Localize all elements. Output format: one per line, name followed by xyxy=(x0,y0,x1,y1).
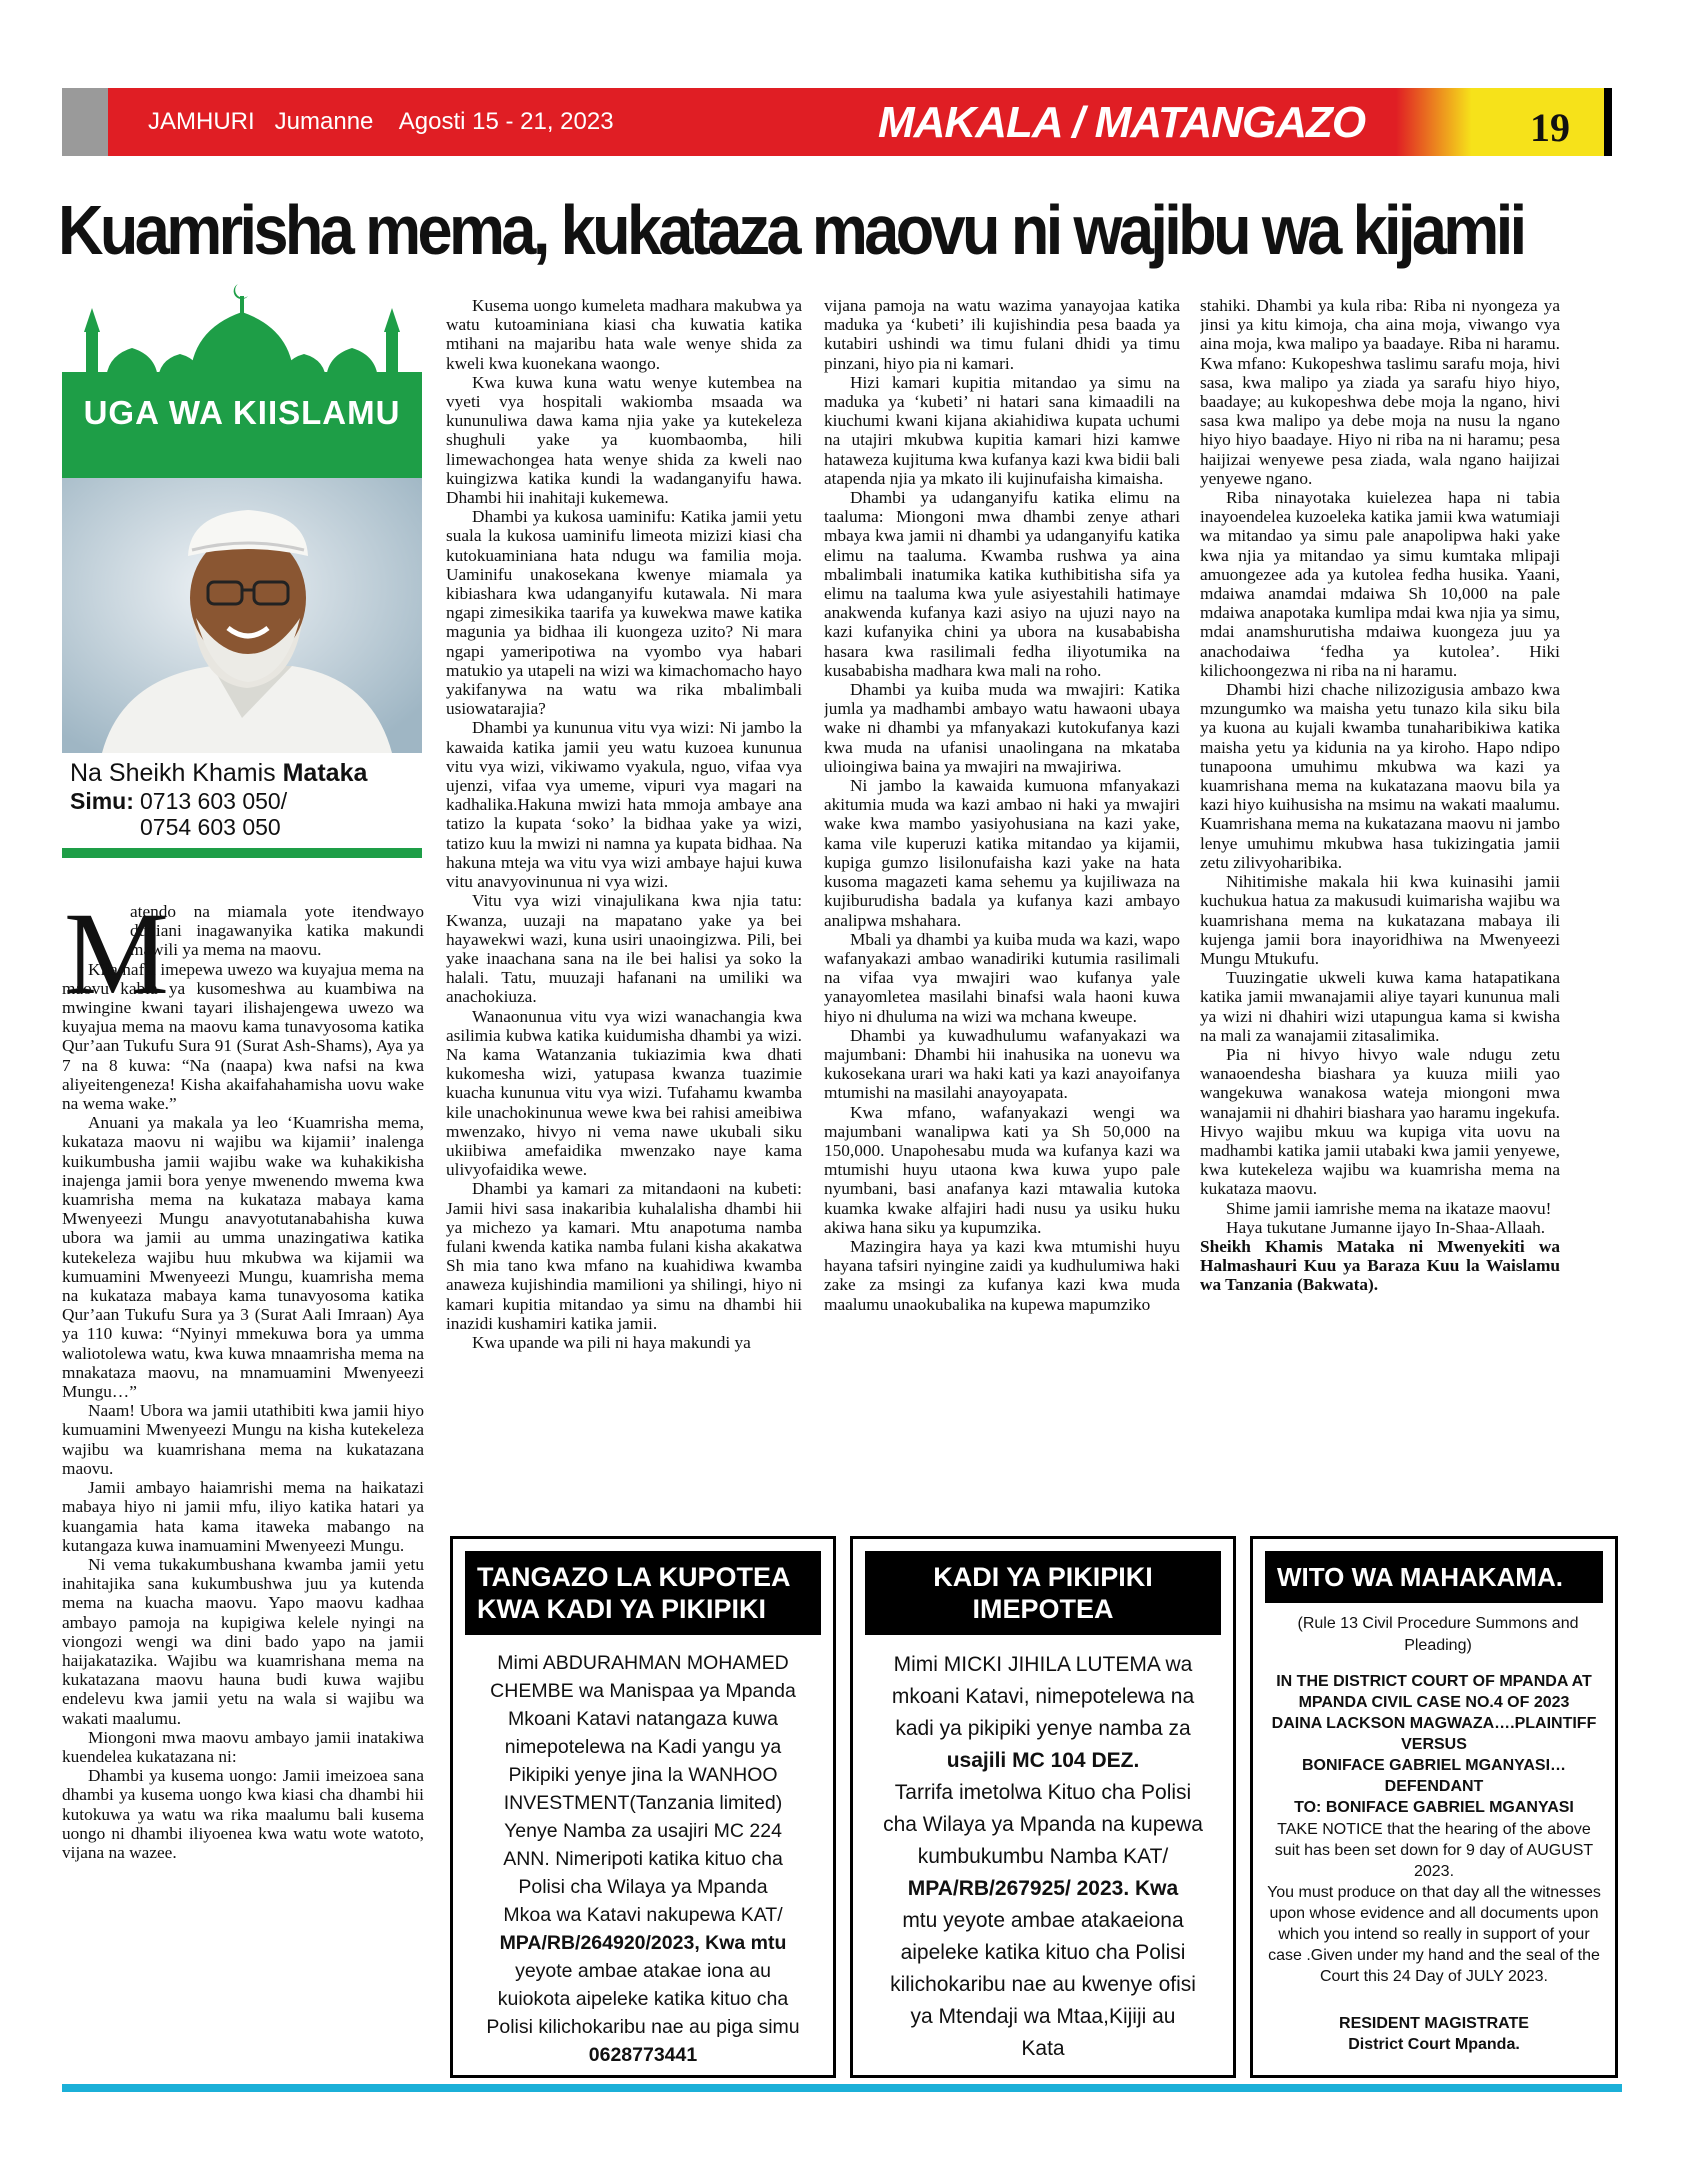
ad-line: Pikipiki yenye jina la WANHOO xyxy=(508,1764,778,1786)
notice-line: 2023. xyxy=(1413,1863,1455,1880)
paragraph: Naam! Ubora wa jamii utathibiti kwa jamii hiyo kumuamini Mwenyeezi Mungu na kisha kutekeleza wajibu wa kuamrishana mema na kukatazana maovu. xyxy=(62,1401,424,1478)
ad-3-court-heading xyxy=(1261,1671,1607,1818)
paragraph: Tuuzingatie ukweli kuwa kama hatapatikana katika jamii mwanajamii aliye tayari kununua mali ya wizi ni dhahiri wizi utapungua kama si kwisha na mali za wanajamii zitasalimika. xyxy=(1200,968,1560,1045)
paragraph: vijana pamoja na watu wazima yanayojaa katika maduka ya ‘kubeti’ ili kujishindia pesa baada ya kutabiri ushindi wa timu fulani dhidi ya timu pinzani, hiyo pia ni kamari. xyxy=(824,296,1180,373)
court-line: VERSUS xyxy=(1401,1736,1467,1753)
paragraph: Dhambi ya kununua vitu vya wizi: Ni jambo la kawaida katika jamii yeu watu kuzoea kununua vitu vya wizi, vikiwamo vyakula, nguo, vifaa vya ujenzi, vifaa vya umeme, vipuri vya magari na kadhalika.Hakuna mwizi hata mmoja ambaye ana tatizo la kupata ‘soko’ la bidhaa yake ya wizi, tatizo kuu la mwizi ni namna ya kupata bidhaa. Na hakuna mteja wa vitu vya wizi ambaye hajui kuwa vitu anavyovinunua ni vya wizi. xyxy=(446,718,802,892)
court-line: DEFENDANT xyxy=(1384,1778,1484,1795)
paragraph: Dhambi ya kuwadhulumu wafanyakazi wa majumbani: Dhambi hii inahusika na uonevu wa kukosekana urari wa haki kati ya kazi anayoifanya mtumishi na masilahi anayoyapata. xyxy=(824,1025,1180,1103)
court-line: TO: BONIFACE GABRIEL MGANYASI xyxy=(1294,1799,1574,1816)
ad-line: Polisi cha Wilaya ya Mpanda xyxy=(518,1876,768,1898)
drop-cap: M xyxy=(64,888,169,1019)
paragraph: Haya tukutane Jumanne ijayo In-Shaa-Allaah. xyxy=(1226,1217,1546,1237)
author-byline xyxy=(70,760,367,787)
ad-line: yeyote ambae atakae iona au xyxy=(515,1960,771,1982)
ad-line: ANN. Nimeripoti katika kituo cha xyxy=(503,1848,783,1870)
paragraph: Ni vema tukakumbushana kwamba jamii yetu inahitajika sana kukumbushwa juu ya kutenda mema na kuacha maovu. Yapo maovu kadhaa ambayo pamoja na kupigiwa kelele nyingi na viongozi wengi wa dini bado yapo na jamii haijakatazika. Wajibu wa kuamrishana mema na kukatazana maovu hauna budi kuwa wajibu endelevu kwa jamii yetu na wala si wajibu wa wakati maalumu. xyxy=(62,1554,424,1728)
paragraph: Kusema uongo kumeleta madhara makubwa ya watu kutoaminiana kiasi cha kuwatia katika mtihani na majaribu hata wale wenye shida za kweli kwa kuonekana waongo. xyxy=(446,296,802,373)
paragraph: Mazingira haya ya kazi kwa mtumishi huyu hayana tafsiri nyingine zaidi ya kudhulumiwa haki zake za msingi za kufanya kazi kwa muda maalumu unaokubalika na kupewa mapumziko xyxy=(824,1236,1180,1314)
ad-1-body xyxy=(461,1649,825,2069)
paragraph: Dhambi ya udanganyifu katika elimu na taaluma: Miongoni mwa dhambi zenye athari mbaya kwa jamii ni dhambi ya udanganyifu katika elimu na taaluma. Kwamba rushwa ya aina mbalimbali inatumika katika kuthibitisha sifa ya elimu na taaluma kwa yule asiyestahili hatimaye anakwenda kufanya kazi asiyo na ujuzi nayo na kazi kufanyika chini ya ubora na kusababisha hasara kwa rasilimali fedha iliyotumika na kusababisha madhara kwa mali na roho. xyxy=(824,488,1180,680)
author-phone-2: 0754 603 050 xyxy=(140,814,281,840)
author-photo xyxy=(62,478,422,753)
ad-line: MPA/RB/267925/ 2023. Kwa xyxy=(907,1877,1179,1900)
ad-line: cha Wilaya ya Mpanda na kupewa xyxy=(883,1813,1203,1836)
paragraph: Wanaonunua vitu vya wizi wanachangia kwa asilimia kubwa katika kuidumisha dhambi ya wizi. Na kama Watanzania tukiazimia kwa dhati kukomesha wizi, yatupasa kwanza tuazimie kuacha kununua vitu vya wizi. Tufahamu kwamba kile unachokinunua wewe kwa bei rahisi ameibiwa mwenzako, hivyo ni vema nawe ukubali siku ukiibiwa amefaidika mwenzako naye kama ulivyofaidika wewe. xyxy=(446,1006,802,1180)
paragraph: atendo na miamala yote itendwayo duniani inagawanyika katika makundi mawili ya mema na maovu. xyxy=(130,902,424,960)
court-line: BONIFACE GABRIEL MGANYASI… xyxy=(1301,1757,1567,1774)
article-headline: Kuamrisha mema, kukataza maovu ni wajibu wa kijamii xyxy=(58,191,1524,269)
ad-line: CHEMBE wa Manispaa ya Mpanda xyxy=(490,1680,796,1702)
article-column-4 xyxy=(1200,296,1560,1508)
green-divider xyxy=(62,848,422,858)
paragraph: Nihitimishe makala hii kwa kuinasihi jamii kuchukua hatua za makusudi kuimarisha wajibu wa kuamrishana mema na kukatazana mabaya ili kujenga jamii bora inayoridhiwa na Mwenyeezi Mungu Mtukufu. xyxy=(1200,872,1560,968)
paragraph: Dhambi hizi chache nilizozigusia ambazo kwa mzungumko wa maisha yetu tunazo kila siku bila ya kuona au kujali kwamba tunaharibikiwa katika maisha yetu ya kidunia na ya kiroho. Hapo ndipo tunapoona umuhimu mkubwa wa kazi ya kuamrishana mema na kukatazana maovu bila ya kazi hiyo kuihusisha na msimu na wakati maalumu. Kuamrishana mema na kukatazana maovu ni jambo lenye umuhimu mkubwa hasa tukizingatia jamii zetu zilivyoharibika. xyxy=(1200,680,1560,872)
ad-line: Mimi ABDURAHMAN MOHAMED xyxy=(497,1652,789,1674)
ad-line: Yenye Namba za usajiri MC 224 xyxy=(504,1820,782,1842)
ad-line: kadi ya pikipiki yenye namba za xyxy=(895,1717,1191,1740)
paragraph: Pia ni hivyo hivyo wale ndugu zetu wanaoendesha biashara ya kuuza miili yao wangekuwa wanakosa wateja miongoni mwa wanajamii ni dhahiri biashara yao haramu ingekufa. Hivyo wajibu mkuu wa kupiga vita uovu na madhambi katika jamii utabaki kwa jamii yenyewe, kwa kutekeleza wajibu wa kuamrisha mema na kukataza maovu. xyxy=(1200,1044,1560,1199)
ad-court-summons xyxy=(1250,1536,1618,2078)
paragraph: Jamii ambayo haiamrishi mema na haikatazi mabaya hiyo ni jamii mfu, iliyo katika hatari ya kuangamia hata kama itaweka mabango na kutangaza kuwa inamuamini Mwenyeezi Mungu. xyxy=(62,1478,424,1555)
paragraph: Vitu vya wizi vinajulikana kwa njia tatu: Kwanza, uuzaji na mapatano yake ya bei hayawekwi wazi, kuna usiri unaoingizwa. Pili, bei yake inaachana sana na ile bei halisi ya soko la halali. Tatu, muuzaji hafanani na umiliki wa anachokiuza. xyxy=(446,891,802,1007)
notice-line: case .Given under my hand and the seal of the xyxy=(1268,1947,1600,1964)
ad-line: ya Mtendaji wa Mtaa,Kijiji au xyxy=(910,2005,1176,2028)
header-black-edge xyxy=(1604,88,1612,156)
page-number: 19 xyxy=(1530,105,1570,150)
paragraph: Dhambi ya kusema uongo: Jamii imeizoea sana dhambi ya kusema uongo kwa kiasi cha dhambi hii kutokuwa ya watu wa rika maalumu bali kusema uongo ni dhambi iliyoenea kwa watu wote watoto, vijana na wazee. xyxy=(62,1766,424,1862)
ad-lost-card-2 xyxy=(850,1536,1236,2078)
ad-line: kumbukumbu Namba KAT/ xyxy=(917,1845,1169,1868)
notice-line: suit has been set down for 9 day of AUGUST xyxy=(1274,1842,1594,1859)
ad-line: Mkoa wa Katavi nakupewa KAT/ xyxy=(503,1904,783,1926)
paragraph: Mbali ya dhambi ya kuiba muda wa kazi, wapo wafanyakazi ambao wanadiriki kutumia rasilimali na vifaa vya mwajiri wao kufanya yale yanayomletea masilahi binafsi wala haoni kuwa hiyo ni dhuluma na wizi wa mchana kweupe. xyxy=(824,929,1180,1026)
ad-line: MPA/RB/264920/2023, Kwa mtu xyxy=(499,1932,787,1954)
ad-line: Tarrifa imetolwa Kituo cha Polisi xyxy=(894,1781,1192,1804)
ad-3-subtitle: (Rule 13 Civil Procedure Summons and Pleading) xyxy=(1297,1615,1579,1654)
paragraph: Dhambi ya kamari za mitandaoni na kubeti: Jamii hivi sasa inakaribia kuhalalisha dhambi hii ya michezo ya kamari. Mtu anapotuma namba fulani kwenda katika namba fulani kisha akakatwa Sh mia tano kwa mfano na kuahidiwa kwamba anaweza kujishindia mamilioni ya shilingi, hiyo ni kamari kupitia mitandao ya simu na dhambi hii inazidi kushamiri katika jamii. xyxy=(446,1179,802,1333)
court-line: MPANDA CIVIL CASE NO.4 OF 2023 xyxy=(1298,1694,1570,1711)
ad-line: nimepotelewa na Kadi yangu ya xyxy=(504,1736,782,1758)
author-surname: Mataka xyxy=(282,759,368,787)
notice-line: TAKE NOTICE that the hearing of the above xyxy=(1277,1821,1591,1838)
sign-line: RESIDENT MAGISTRATE xyxy=(1339,2015,1529,2032)
header-publication-date: JAMHURI Jumanne Agosti 15 - 21, 2023 xyxy=(148,108,614,135)
author-phone-1: 0713 603 050/ xyxy=(140,788,288,814)
article-column-1 xyxy=(62,888,424,2082)
notice-line: You must produce on that day all the witnesses xyxy=(1267,1884,1601,1901)
paragraph: Dhambi ya kukosa uaminifu: Katika jamii yetu suala la kukosa uaminifu limeota mizizi kiasi cha kutokuaminiana hata ndugu wa familia moja. Uaminifu unakosekana kwenye miamala ya kibiashara kwa udanganyifu kutawala. Ni mara ngapi zimesikika taarifa ya kuwekwa mawe katika magunia ya bidhaa ili kuongeza uzito? Ni mara ngapi yameripotiwa na vyombo vya habari matukio ya utapeli na wizi wa kimachomacho hayo yakifanywa na watu wa rika mbalimbali usiowatarajia? xyxy=(446,507,802,719)
header-grey-block xyxy=(62,88,110,156)
paragraph: Kwa mfano, wafanyakazi wengi wa majumbani wanalipwa kati ya Sh 50,000 na 150,000. Unapohesabu muda wa kufanya kazi wa mtumishi huyu utaona kwa kuwa yupo pale nyumbani, basi anafanya kazi mtawalia kutoka kuamka kwake alfajiri hadi nusu ya usiku huku akiwa hana siku ya kupumzika. xyxy=(824,1102,1180,1237)
paragraph: Shime jamii iamrishe mema na ikataze maovu! xyxy=(1226,1198,1552,1218)
ad-line: usajili MC 104 DEZ. xyxy=(946,1749,1140,1772)
ad-2-body xyxy=(861,1649,1225,2065)
ad-3-signature xyxy=(1261,2013,1607,2055)
court-line: IN THE DISTRICT COURT OF MPANDA AT xyxy=(1276,1673,1592,1690)
header-section-title: MAKALA / MATANGAZO xyxy=(878,98,1366,147)
ad-2-title: KADI YA PIKIPIKI IMEPOTEA xyxy=(865,1551,1221,1635)
ad-3-notice xyxy=(1261,1819,1607,1987)
ad-line: Polisi kilichokaribu nae au piga simu xyxy=(486,2016,800,2038)
notice-line: which you intend so really in support of your xyxy=(1278,1926,1590,1943)
ad-line: mtu yeyote ambae atakaeiona xyxy=(902,1909,1184,1932)
ad-3-title: WITO WA MAHAKAMA. xyxy=(1265,1551,1603,1603)
article-column-3 xyxy=(824,296,1180,1508)
paragraph: Dhambi ya kuiba muda wa mwajiri: Katika jumla ya madhambi ambayo watu hawaoni ubaya wake ni dhambi ya mfanyakazi kutokufanya kazi kwa muda na ufanisi unaolingana na mkataba ulioingiwa baina ya mwajiri na mwajiriwa. xyxy=(824,680,1180,776)
ad-line: kilichokaribu nae au kwenye ofisi xyxy=(890,1973,1196,1996)
notice-line: Court this 24 Day of JULY 2023. xyxy=(1320,1968,1548,1985)
paragraph: Ni jambo la kawaida kumuona mfanyakazi akitumia muda wa kazi ambao ni haki ya mwajiri wake kwa mambo yasiyohusiana na kazi yake, kama vile kuperuzi katika mitandao ya kijamii, kupiga gumzo lisilonufaisha kazi yake na hata kusoma magazeti kama sehemu ya kujiliwaza na kujiburudisha badala ya kufanya kazi ambayo analipwa mshahara. xyxy=(824,776,1180,930)
paragraph: Kwa upande wa pili ni haya makundi ya xyxy=(472,1332,751,1352)
bottom-divider xyxy=(62,2084,1622,2092)
column-badge-label: UGA WA KIISLAMU xyxy=(83,394,401,431)
paragraph: Miongoni mwa maovu ambayo jamii inatakiwa kuendelea kukatazana ni: xyxy=(62,1727,424,1766)
header-yellow-band xyxy=(1396,88,1612,156)
ad-line: INVESTMENT(Tanzania limited) xyxy=(503,1792,783,1814)
author-prefix: Na Sheikh Khamis xyxy=(70,759,283,787)
paragraph: Kila nafsi imepewa uwezo wa kuyajua mema na maovu kabla ya kusomeshwa au kuambiwa na mwingine kwani tayari ilishajengewa uwezo wa kuyajua mema na maovu kama tunavyosoma katika Qur’aan Tukufu Sura 91 (Surat Ash-Shams), Aya ya 7 na 8 kuwa: “Na (naapa) kwa nafsi na kwa aliyeitengeneza! Kisha akaifahahamisha uovu wake na wema wake.” xyxy=(62,959,424,1114)
ad-line: Kata xyxy=(1021,2037,1065,2060)
ad-1-title: TANGAZO LA KUPOTEA KWA KADI YA PIKIPIKI xyxy=(465,1551,821,1635)
notice-line: upon whose evidence and all documents upon xyxy=(1269,1905,1599,1922)
ad-line: aipeleke katika kituo cha Polisi xyxy=(900,1941,1186,1964)
ad-phone: 0628773441 xyxy=(588,2044,698,2066)
paragraph: stahiki. Dhambi ya kula riba: Riba ni nyongeza ya jinsi ya kitu kimoja, cha aina moja, viwango vya aina moja, kwa malipo ya baadaye. Riba ni haramu. Kwa mfano: Kukopeshwa taslimu sarafu moja, hivi sasa, kwa malipo ya ziada ya sarafu hiyo hiyo, baadaye; au kukopeshwa debe moja la ngano, hivi sasa kwa malipo ya debe moja na nusu la ngano hiyo hiyo baadaye. Hiyo ni riba na ni haramu; pesa haijizai wenyewe pesa ziada, wala ngano haijizai yenyewe ngano. xyxy=(1200,296,1560,488)
paragraph: Kwa kuwa kuna watu wenye kutembea na vyeti vya hospitali wakiomba msaada wa kununuliwa dawa kama njia yake ya kutekeleza shughuli yake ya kuombaomba, hili limewachongea hata wenye shida za kweli nao kuingizwa katika kundi la wadanganyifu hawa. Dhambi hii inahitaji kukemewa. xyxy=(446,372,802,508)
court-line: DAINA LACKSON MAGWAZA….PLAINTIFF xyxy=(1271,1715,1597,1732)
phone-label: Simu: xyxy=(70,788,134,814)
ad-line: kuiokota aipeleke katika kituo cha xyxy=(497,1988,789,2010)
sign-line: District Court Mpanda. xyxy=(1348,2036,1520,2053)
paragraph: Riba ninayotaka kuielezea hapa ni tabia inayoendelea kuzoeleka katika jamii kwa watumiaji wa mitandao ya simu pale anapolipwa haki yake kwa njia ya mitandao ya simu kumtaka mlipaji amuongezee ada ya kutolea fedha husika. Yaani, mdaiwa anamdai mdaiwa Sh 10,000 na pale mdaiwa anapotaka kumlipa mdai kwa njia ya simu, mdai anamshurutisha mdaiwa kuongeza juu ya anachodaiwa ‘fedha ya kutolea’. Hiki kilichoongezwa ni riba na ni haramu. xyxy=(1200,488,1560,680)
article-column-2 xyxy=(446,296,802,1508)
paragraph: Anuani ya makala ya leo ‘Kuamrisha mema, kukataza maovu ni wajibu wa kijamii’ inalenga kuikumbusha jamii wajibu wake wa kuhakikisha inajenga jamii bora yenye mwenendo mwema kwa kuamrisha mema na kukataza mabaya kama Mwenyeezi Mungu anavyotutanabahisha kuwa ubora wa jamii au umma unazingatiwa katika kutekeleza wajibu huu mkubwa wa kijamii wa kumuamini Mwenyeezi Mungu, kuamrisha mema na kukataza mabaya kama tunavyosoma katika Qur’aan Tukufu Sura ya 3 (Surat Aali Imraan) Aya ya 110 kuwa: “Nyinyi mmekuwa bora ya umma waliotolewa watu, kwa kuwa mnaamrisha mema na mnakataza maovu, na mnamuamini Mwenyeezi Mungu…” xyxy=(62,1113,424,1402)
paragraph: Hizi kamari kupitia mitandao ya simu na maduka ya ‘kubeti’ ni hatari sana kimaadili na kiuchumi kwani kijana akiahidiwa kupata uchumi na utajiri mkubwa kupitia kamari hizi kamwe hataweza kujituma kwa kufanya kazi kwa bidii bali atapenda njia ya mkato ili kujinufaisha kimaisha. xyxy=(824,372,1180,488)
ad-line: Mkoani Katavi natangaza kuwa xyxy=(508,1708,778,1730)
ad-lost-card-1 xyxy=(450,1536,836,2078)
ad-line: Mimi MICKI JIHILA LUTEMA wa xyxy=(893,1653,1193,1676)
ad-line: mkoani Katavi, nimepotelewa na xyxy=(891,1685,1195,1708)
author-bio: Sheikh Khamis Mataka ni Mwenyekiti wa Halmashauri Kuu ya Baraza Kuu la Waislamu wa Tanzania (Bakwata). xyxy=(1200,1236,1560,1295)
